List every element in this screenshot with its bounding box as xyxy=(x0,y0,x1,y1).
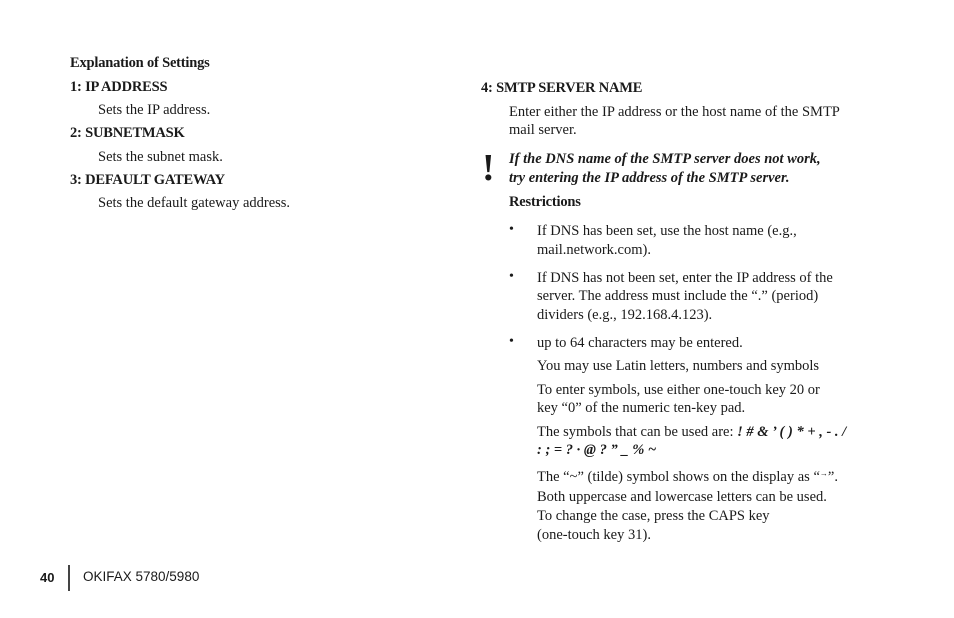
smtp-intro-line-1: Enter either the IP address or the host name of the SMTP xyxy=(509,104,840,120)
tilde-display-glyph: → xyxy=(819,469,828,478)
tilde-note-text-b: ”. xyxy=(827,469,838,485)
setting-desc-ip-address: Sets the IP address. xyxy=(98,102,211,118)
warning-line-1: If the DNS name of the SMTP server does not work, xyxy=(509,151,821,167)
latin-note: You may use Latin letters, numbers and symbols xyxy=(537,358,820,374)
setting-title-smtp-server-name: 4: SMTP SERVER NAME xyxy=(481,80,643,96)
symbols-note-line-1: To enter symbols, use either one-touch key 20 or xyxy=(537,382,820,398)
bullet-2-line-2: server. The address must include the “.” (period) xyxy=(537,288,819,304)
bullet-icon: • xyxy=(509,269,514,284)
case-note-line-1: Both uppercase and lowercase letters can be used. xyxy=(537,489,827,505)
case-note-line-3: (one-touch key 31). xyxy=(537,527,651,543)
setting-title-ip-address: 1: IP ADDRESS xyxy=(70,79,168,95)
case-note-line-2: To change the case, press the CAPS key xyxy=(537,508,770,524)
setting-title-default-gateway: 3: DEFAULT GATEWAY xyxy=(70,172,225,188)
bullet-2-line-1: If DNS has not been set, enter the IP address of the xyxy=(537,270,833,286)
setting-desc-subnetmask: Sets the subnet mask. xyxy=(98,149,223,165)
section-heading: Explanation of Settings xyxy=(70,55,210,71)
restrictions-heading: Restrictions xyxy=(509,194,581,210)
warning-icon: ! xyxy=(482,147,495,189)
allowed-symbols-line-1 xyxy=(537,423,846,442)
bullet-icon: • xyxy=(509,334,514,349)
bullet-1-line-1: If DNS has been set, use the host name (e.g., xyxy=(537,223,797,239)
allowed-symbols-list-1: ! # & ’ ( ) * + , - . / xyxy=(737,424,847,440)
tilde-note xyxy=(537,465,838,487)
product-name: OKIFAX 5780/5980 xyxy=(83,569,200,584)
tilde-note-text-a: The “~” (tilde) symbol shows on the display as “ xyxy=(537,469,820,485)
symbols-note-line-2: key “0” of the numeric ten-key pad. xyxy=(537,400,746,416)
bullet-3-line-1: up to 64 characters may be entered. xyxy=(537,335,743,351)
footer-divider xyxy=(68,565,70,591)
setting-desc-default-gateway: Sets the default gateway address. xyxy=(98,195,291,211)
bullet-1-line-2: mail.network.com). xyxy=(537,242,651,258)
page-number: 40 xyxy=(40,570,55,585)
warning-line-2: try entering the IP address of the SMTP server. xyxy=(509,170,790,186)
smtp-intro-line-2: mail server. xyxy=(509,122,577,138)
bullet-icon: • xyxy=(509,222,514,237)
bullet-2-line-3: dividers (e.g., 192.168.4.123). xyxy=(537,307,713,323)
setting-title-subnetmask: 2: SUBNETMASK xyxy=(70,125,185,141)
allowed-symbols-label: The symbols that can be used are: xyxy=(537,424,738,440)
allowed-symbols-list-2: : ; = ? · @ ? ” _ % ~ xyxy=(537,442,657,458)
